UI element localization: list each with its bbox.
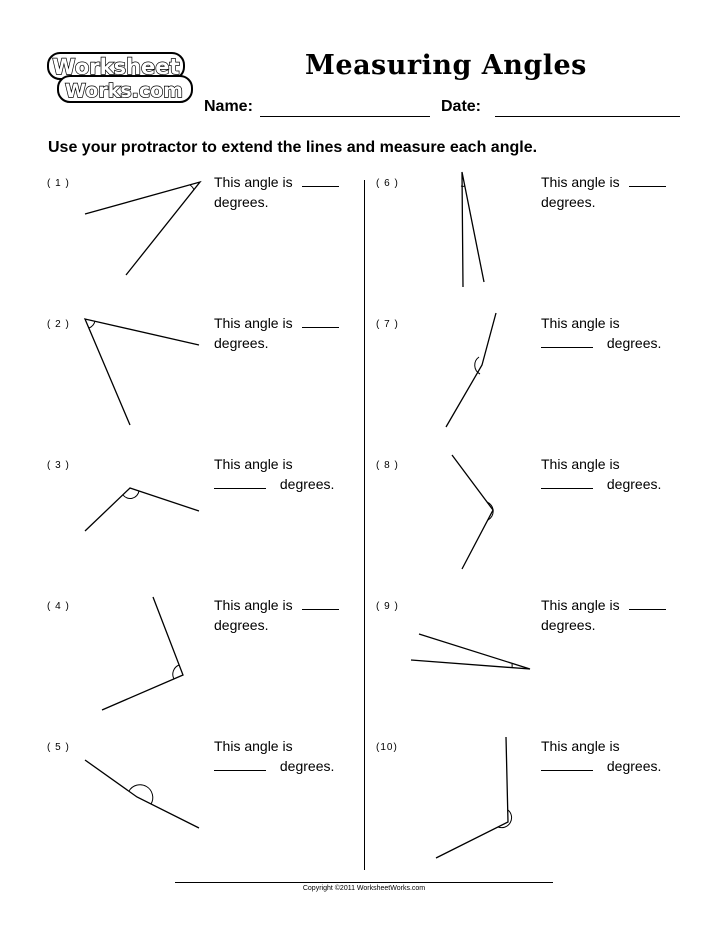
- problem-8: [376, 458, 696, 598]
- answer-blank[interactable]: [214, 476, 266, 489]
- name-label: Name:: [204, 98, 253, 115]
- problem-number: ( 9 ): [376, 601, 399, 612]
- problem-number: (10): [376, 742, 398, 753]
- svg-text:Works.com: Works.com: [65, 80, 183, 102]
- problem-7: [376, 317, 696, 457]
- problem-4: [47, 599, 367, 739]
- answer-prompt: This angle is degrees.: [214, 595, 339, 635]
- answer-prompt: This angle is degrees.: [541, 315, 662, 351]
- answer-prompt: This angle is degrees.: [214, 456, 335, 492]
- answer-prompt: This angle is degrees.: [541, 595, 666, 635]
- worksheetworks-logo: [46, 50, 196, 106]
- problem-number: ( 4 ): [47, 601, 70, 612]
- svg-text:Worksheet: Worksheet: [52, 55, 180, 79]
- problem-9: [376, 599, 696, 739]
- answer-prompt: This angle is degrees.: [541, 456, 662, 492]
- answer-blank[interactable]: [629, 597, 666, 610]
- problem-number: ( 8 ): [376, 460, 399, 471]
- footer-divider: [175, 882, 553, 883]
- problem-number: ( 1 ): [47, 178, 70, 189]
- problem-10: [376, 740, 696, 880]
- date-label: Date:: [441, 98, 482, 115]
- answer-prompt: This angle is degrees.: [214, 313, 339, 353]
- problem-number: ( 3 ): [47, 460, 70, 471]
- problem-2: [47, 317, 367, 457]
- copyright-text: Copyright ©2011 WorksheetWorks.com: [302, 885, 426, 892]
- problem-6: [376, 176, 696, 316]
- answer-blank[interactable]: [541, 476, 593, 489]
- answer-blank[interactable]: [302, 597, 339, 610]
- answer-blank[interactable]: [214, 758, 266, 771]
- problem-number: ( 7 ): [376, 319, 399, 330]
- problem-number: ( 5 ): [47, 742, 70, 753]
- problem-1: [47, 176, 367, 316]
- answer-blank[interactable]: [541, 335, 593, 348]
- answer-prompt: This angle is degrees.: [541, 172, 666, 212]
- answer-blank[interactable]: [629, 174, 666, 187]
- name-field[interactable]: [260, 116, 430, 117]
- problem-number: ( 2 ): [47, 319, 70, 330]
- answer-blank[interactable]: [302, 174, 339, 187]
- instructions: Use your protractor to extend the lines and measure each angle.: [48, 139, 538, 156]
- answer-prompt: This angle is degrees.: [541, 738, 662, 774]
- answer-prompt: This angle is degrees.: [214, 738, 335, 774]
- answer-prompt: This angle is degrees.: [214, 172, 339, 212]
- problem-3: [47, 458, 367, 598]
- problem-5: [47, 740, 367, 880]
- page-title: Measuring Angles: [305, 50, 587, 81]
- problem-number: ( 6 ): [376, 178, 399, 189]
- answer-blank[interactable]: [302, 315, 339, 328]
- answer-blank[interactable]: [541, 758, 593, 771]
- date-field[interactable]: [495, 116, 680, 117]
